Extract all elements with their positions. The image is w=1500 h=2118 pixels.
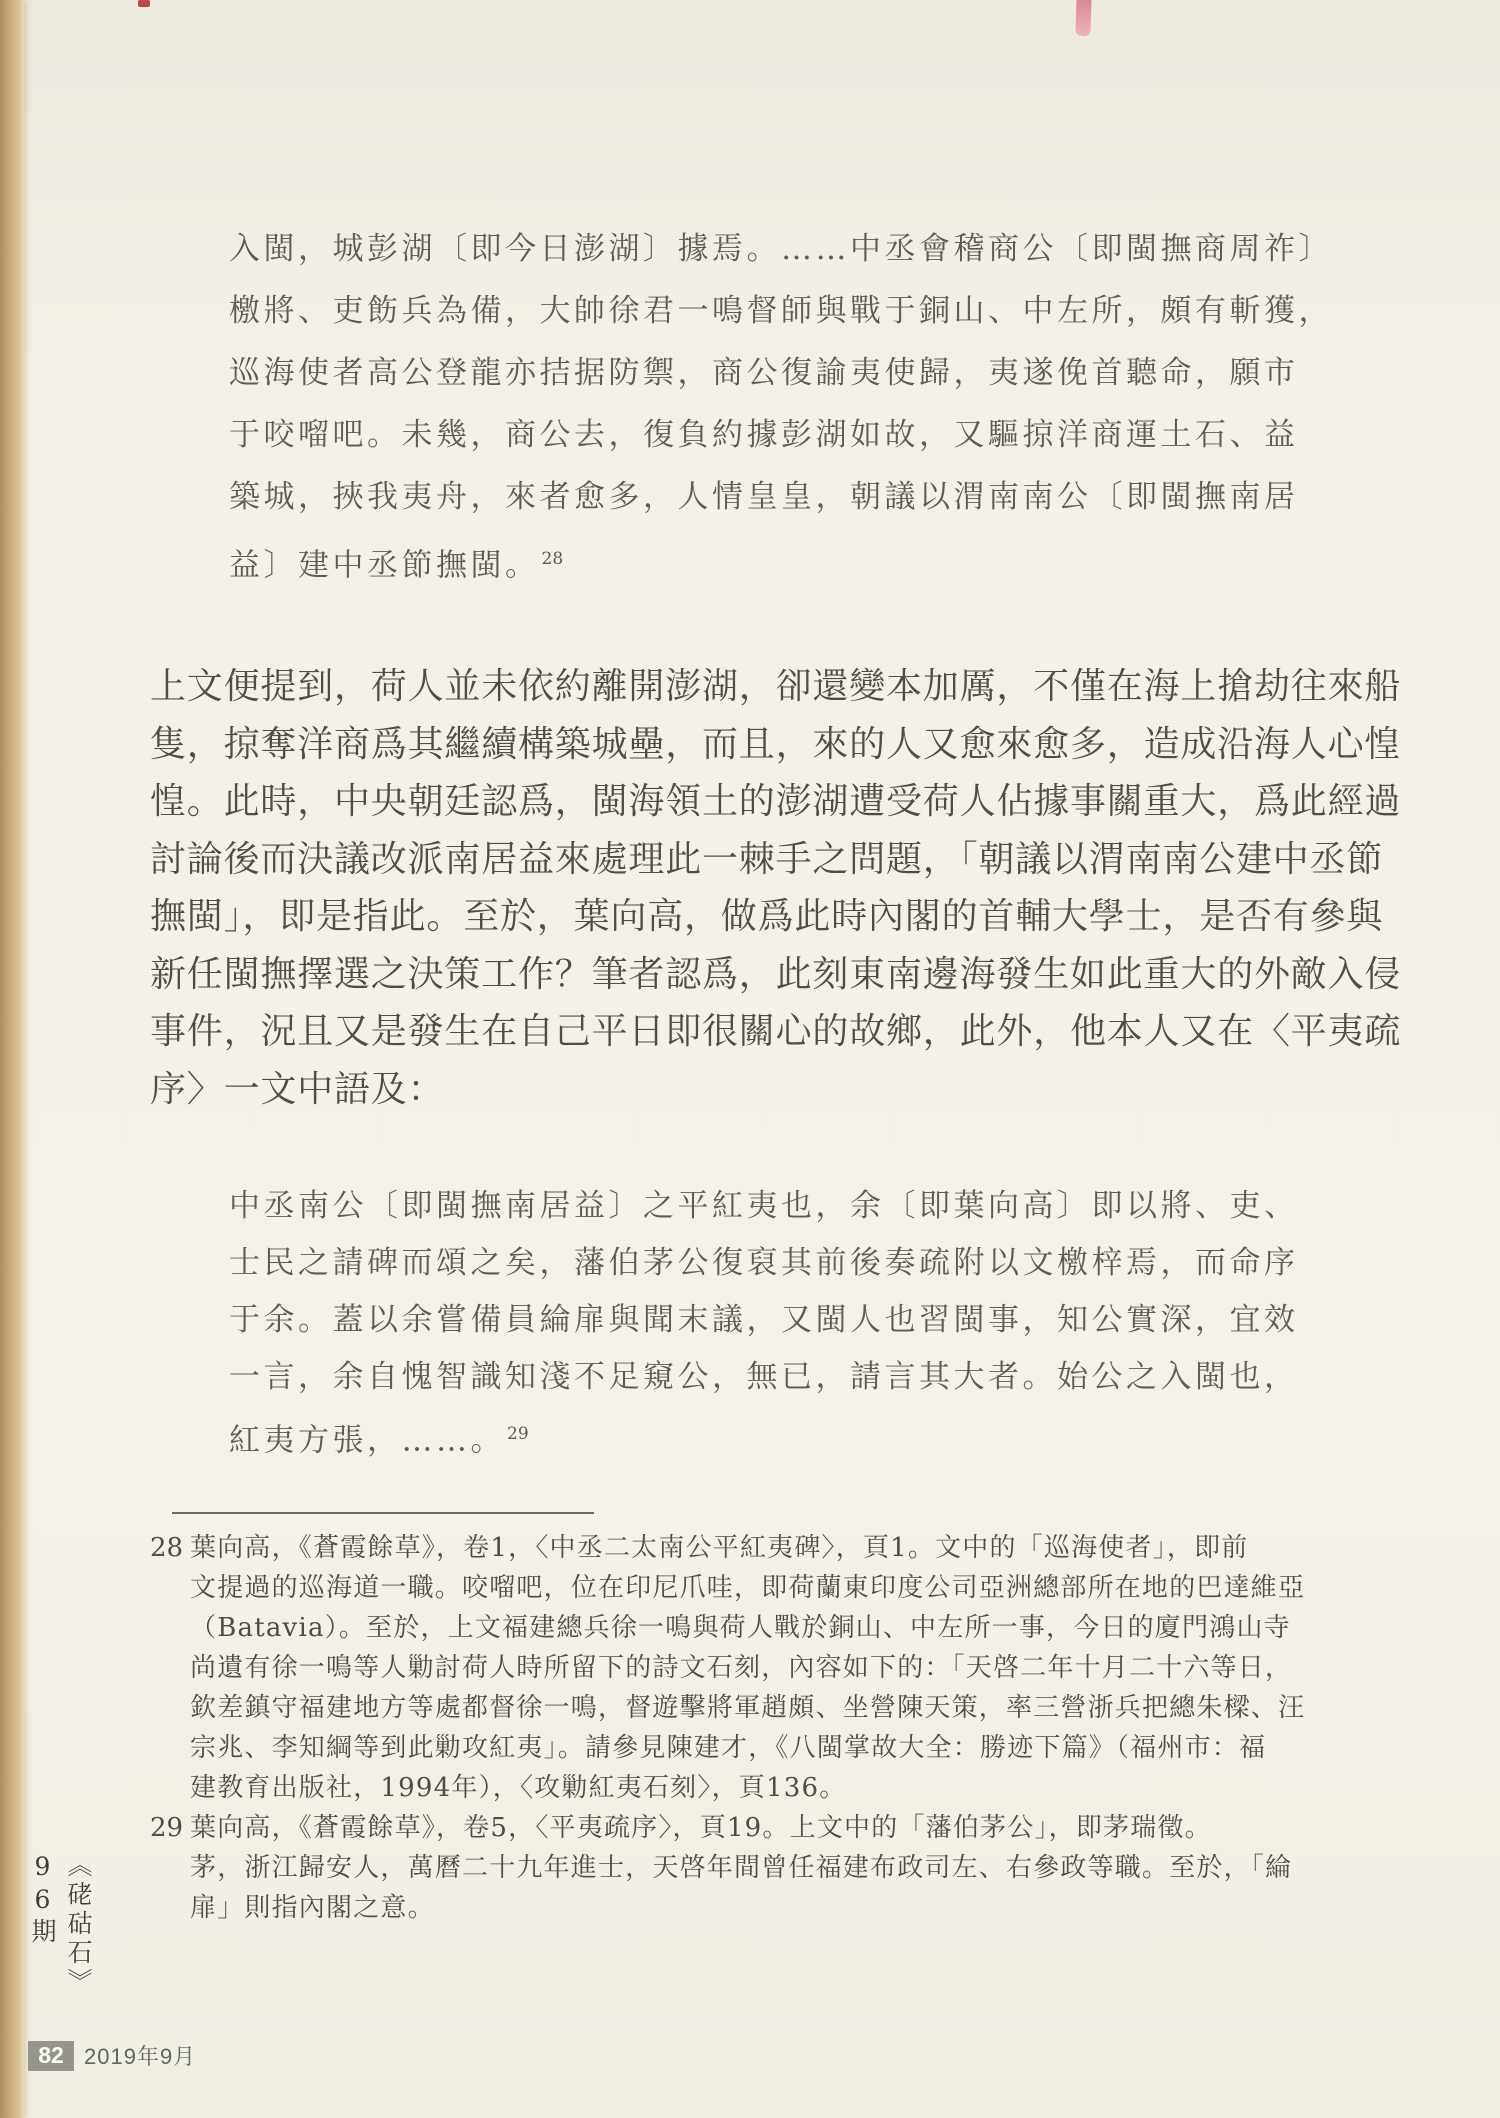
footnote-ref: 29 bbox=[507, 1424, 529, 1444]
binding-spine bbox=[0, 0, 24, 2118]
text-line: 檄將、吏飭兵為備，大帥徐君一鳴督師與戰于銅山、中左所，頗有斬獲， bbox=[229, 293, 1333, 329]
text-line: 築城，挾我夷舟，來者愈多，人情皇皇，朝議以渭南南公〔即閩撫南居 bbox=[229, 479, 1299, 515]
footnote-item bbox=[150, 1528, 1390, 1808]
text-line-content: 益〕建中丞節撫閩。 bbox=[229, 547, 540, 584]
text-line: 茅，浙江歸安人，萬曆二十九年進士，天啓年間曾任福建布政司左、右參政等職。至於，「綸 bbox=[190, 1853, 1293, 1883]
block-quote-pingyishu-xu bbox=[229, 1178, 1359, 1469]
text-line: 建教育出版社，1994年），〈攻勦紅夷石刻〉，頁136。 bbox=[190, 1773, 847, 1803]
scan-corner-mark bbox=[1075, 0, 1091, 36]
text-line: 尚遺有徐一鳴等人勦討荷人時所留下的詩文石刻，內容如下的：「天啓二年十月二十六等日， bbox=[190, 1653, 1293, 1683]
text-line: 上文便提到，荷人並未依約離開澎湖，卻還變本加厲，不僅在海上搶劫往來船 bbox=[150, 666, 1402, 707]
text-line: 于咬𠺕吧。未幾，商公去，復負約據彭湖如故，又驅掠洋商運土石、益 bbox=[229, 417, 1299, 453]
text-line: 惶。此時，中央朝廷認爲，閩海領土的澎湖遭受荷人佔據事關重大，爲此經過 bbox=[150, 781, 1402, 822]
footnote-ref: 28 bbox=[541, 549, 564, 569]
text-line: 宗兆、李知綱等到此勦攻紅夷」。請參見陳建才，《八閩掌故大全：勝迹下篇》（福州市：福 bbox=[190, 1733, 1267, 1763]
footnote-item bbox=[150, 1808, 1390, 1928]
text-line: 一言，余自愧智識知淺不足窺公，無已，請言其大者。始公之入閩也， bbox=[229, 1359, 1299, 1395]
text-line: 討論後而決議改派南居益來處理此一棘手之問題，「朝議以渭南南公建中丞節 bbox=[150, 838, 1384, 880]
text-line: 新任閩撫擇選之決策工作？筆者認爲，此刻東南邊海發生如此重大的外敵入侵 bbox=[150, 953, 1402, 995]
text-line: 巡海使者高公登龍亦拮据防禦，商公復諭夷使歸，夷遂俛首聽命，願市 bbox=[229, 355, 1299, 391]
text-line: 入閩，城彭湖〔即今日澎湖〕據焉。……中丞會稽商公〔即閩撫商周祚〕 bbox=[229, 231, 1333, 267]
issue-date: 2019年9月 bbox=[84, 2044, 197, 2069]
text-line: 撫閩」，即是指此。至於，葉向高，做爲此時內閣的首輔大學士，是否有參與 bbox=[150, 896, 1384, 937]
text-line: 中丞南公〔即閩撫南居益〕之平紅夷也，余〔即葉向高〕即以將、吏、 bbox=[229, 1188, 1299, 1224]
text-line: 事件，況且又是發生在自己平日即很關心的故鄉，此外，他本人又在〈平夷疏 bbox=[150, 1011, 1402, 1052]
text-line bbox=[229, 528, 1359, 596]
text-line: 隻，掠奪洋商爲其繼續構築城壘，而且，來的人又愈來愈多，造成沿海人心惶 bbox=[150, 723, 1402, 765]
text-line: 序〉一文中語及： bbox=[150, 1068, 445, 1110]
footnotes-section bbox=[150, 1528, 1390, 1928]
text-line-content: 紅夷方張，……。 bbox=[229, 1422, 505, 1459]
scan-edge-mark bbox=[138, 0, 150, 7]
page-number-badge: 82 bbox=[28, 2041, 74, 2071]
text-line: 葉向高，《蒼霞餘草》，卷5，〈平夷疏序〉，頁19。上文中的「藩伯茅公」，即茅瑞徵。 bbox=[190, 1813, 1212, 1843]
block-quote-pinghongyi-bei bbox=[229, 218, 1359, 596]
footnote-number: 28 bbox=[150, 1533, 184, 1563]
main-paragraph bbox=[150, 658, 1402, 1118]
text-line: 文提過的巡海道一職。咬𠺕吧，位在印尼爪哇，即荷蘭東印度公司亞洲總部所在地的巴達維亞 bbox=[190, 1573, 1306, 1603]
text-line: 士民之請碑而頌之矣，藩伯茅公復裒其前後奏疏附以文檄梓焉，而命序 bbox=[229, 1245, 1299, 1281]
page-footer bbox=[28, 2040, 196, 2071]
footnote-divider bbox=[172, 1512, 594, 1514]
text-line: 葉向高，《蒼霞餘草》，卷1，〈中丞二太南公平紅夷碑〉，頁1。文中的「巡海使者」，即前 bbox=[190, 1533, 1249, 1563]
text-line: 欽差鎮守福建地方等處都督徐一鳴，督遊擊將軍趙頗、坐營陳天策，率三營浙兵把總朱樑、汪 bbox=[190, 1693, 1306, 1723]
text-line: （Batavia）。至於，上文福建總兵徐一鳴與荷人戰於銅山、中左所一事，今日的廈門鴻山寺 bbox=[190, 1613, 1291, 1643]
text-line bbox=[229, 1406, 1359, 1469]
journal-title-vertical: 《硓𥑮石》96期 bbox=[28, 1852, 93, 1997]
footnote-number: 29 bbox=[150, 1813, 184, 1843]
text-line: 于余。蓋以余嘗備員綸扉與聞末議，又閩人也習閩事，知公實深，宜效 bbox=[229, 1302, 1299, 1338]
text-line: 扉」則指內閣之意。 bbox=[190, 1893, 435, 1923]
